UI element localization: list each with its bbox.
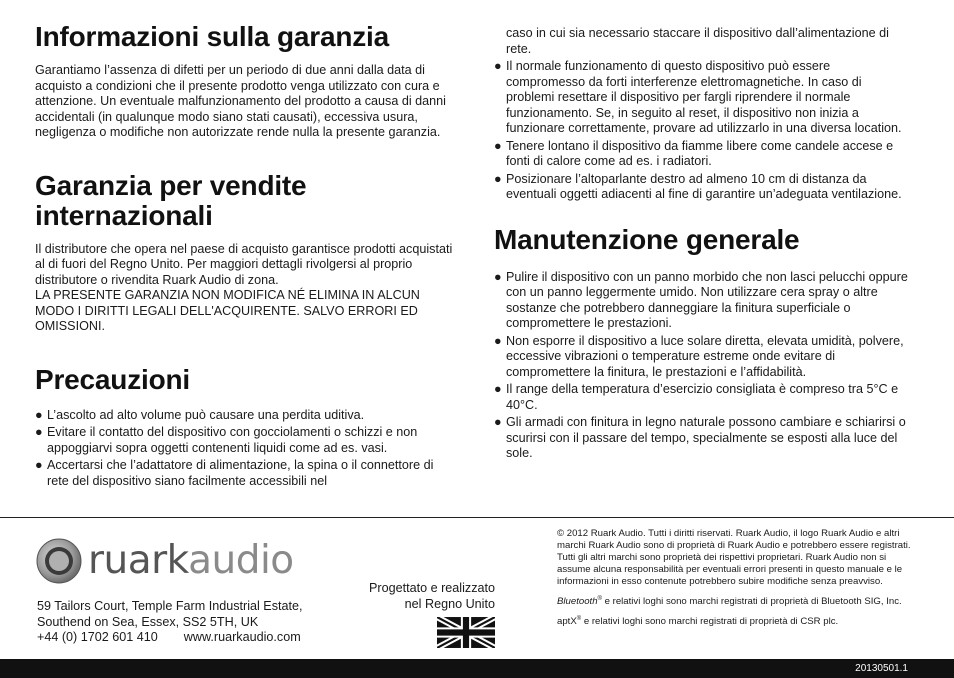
list-item: ● L’ascolto ad alto volume può causare una perdita uditiva. [35, 407, 365, 422]
address-line: 59 Tailors Court, Temple Farm Industrial Estate, [37, 599, 303, 613]
list-item-continuation: caso in cui sia necessario staccare il dispositivo dall’alimentazione di rete. [506, 26, 889, 56]
phone-number: +44 (0) 1702 601 410 [37, 630, 158, 644]
warranty-title: Informazioni sulla garanzia [35, 21, 390, 52]
list-item: ● Evitare il contatto del dispositivo con gocciolamenti o schizzi e non appoggiarvi sopra oggetti contenenti liquidi come ad es. vasi. [35, 425, 418, 455]
contact-line [37, 630, 337, 646]
list-item: ● Posizionare l’altoparlante destro ad almeno 10 cm di distanza da eventuali oggetti adiacenti al fine di garantire un’adeguata ventilazione. [494, 171, 902, 201]
legal-notice: LA PRESENTE GARANZIA NON MODIFICA NÉ ELIMINA IN ALCUN MODO I DIRITTI LEGALI DELL'ACQUIRENTE. SALVO ERRORI ED OMISSIONI. [35, 288, 420, 333]
website-link[interactable]: www.ruarkaudio.com [183, 630, 301, 644]
list-item: ● Tenere lontano il dispositivo da fiamme libere come candele accese e fonti di calore come ad es. i radiatori. [494, 138, 894, 168]
address-line: Southend on Sea, Essex, SS2 5TH, UK [37, 614, 259, 629]
maintenance-title: Manutenzione generale [494, 223, 800, 255]
union-jack-flag-icon [437, 617, 495, 648]
list-item: ● Accertarsi che l’adattatore di alimentazione, la spina o il connettore di rete del dispositivo siano facilmente accessibili nel [35, 458, 434, 488]
warranty-body: Garantiamo l’assenza di difetti per un periodo di due anni dalla data di acquisto a condizioni che il presente prodotto venga utilizzato con cura e attenzione. Un eventuale malfunzionamento del prodotto a causa di danni accidentali (in qualunque modo siano stati causati), eccessiva usura, negligenza o modifiche non autorizzate rende nulla la presente garanzia. [35, 63, 446, 139]
list-item: ● Non esporre il dispositivo a luce solare diretta, elevata umidità, polvere, eccessive vibrazioni o temperature estreme onde evitare di compromettere la finitura, le prestazioni e l’affidabilità. [494, 333, 904, 379]
company-address [37, 599, 337, 646]
copyright-notice: © 2012 Ruark Audio. Tutti i diritti riservati. Ruark Audio, il logo Ruark Audio e altri marchi Ruark Audio sono di proprietà di Ruark Audio e potrebbero essere registrati. Tutti gli altri marchi sono proprietà dei rispettivi proprietari. Ruark Audio non si assume alcuna responsabilità per eventuali errori presenti in questo manuale e le informazioni in esso contenute potrebbero subire modifiche senza preavviso. [557, 528, 911, 587]
list-item: ● Il range della temperatura d’esercizio consigliata è compreso tra 5°C e 40°C. [494, 382, 899, 412]
precautions-list-continued [494, 26, 912, 203]
precautions-list [35, 408, 453, 490]
maintenance-list [494, 270, 912, 462]
footer-bar [0, 659, 954, 678]
bluetooth-notice: Bluetooth® e relativi loghi sono marchi registrati di proprietà di Bluetooth SIG, Inc. [557, 596, 902, 608]
footer-divider [0, 517, 954, 518]
international-body: Il distributore che opera nel paese di acquisto garantisce prodotti acquistati al di fuori del Regno Unito. Per maggiori dettagli rivolgersi al proprio distributore o rivendita Ruark Audio di zona. [35, 241, 453, 287]
aptx-notice: aptX® e relativi loghi sono marchi registrati di proprietà di CSR plc. [557, 616, 839, 628]
ruark-logo-icon [36, 538, 82, 584]
left-column [35, 22, 453, 491]
right-column [494, 26, 912, 464]
made-in-uk: Progettato e realizzato nel Regno Unito [368, 581, 495, 611]
ruark-logo-wordmark: ruarkaudio [88, 538, 294, 583]
legal-text [557, 528, 915, 628]
list-item: ● Gli armadi con finitura in legno naturale possono cambiare e schiarirsi o scurirsi con il passare del tempo, specialmente se esposti alla luce del sole. [494, 415, 906, 460]
document-number: 20130501.1 [855, 663, 908, 674]
precautions-title: Precauzioni [35, 363, 190, 395]
international-title: Garanzia per vendite internazionali [35, 169, 307, 231]
ruark-logo [36, 536, 294, 586]
list-item: ● Pulire il dispositivo con un panno morbido che non lasci pelucchi oppure con un panno leggermente umido. Non utilizzare cera spray o altre sostanze che potrebbero danneggiare la finitura superficiale o compromettere le prestazioni. [494, 269, 908, 330]
list-item: ● Il normale funzionamento di questo dispositivo può essere compromesso da forti interferenze elettromagnetiche. In caso di problemi resettare il dispositivo per fargli riprendere il normale funzionamento. Se, in seguito al reset, il dispositivo non inizia a funzionare correttamente, provare ad utilizzarlo in una diversa location. [494, 59, 902, 135]
